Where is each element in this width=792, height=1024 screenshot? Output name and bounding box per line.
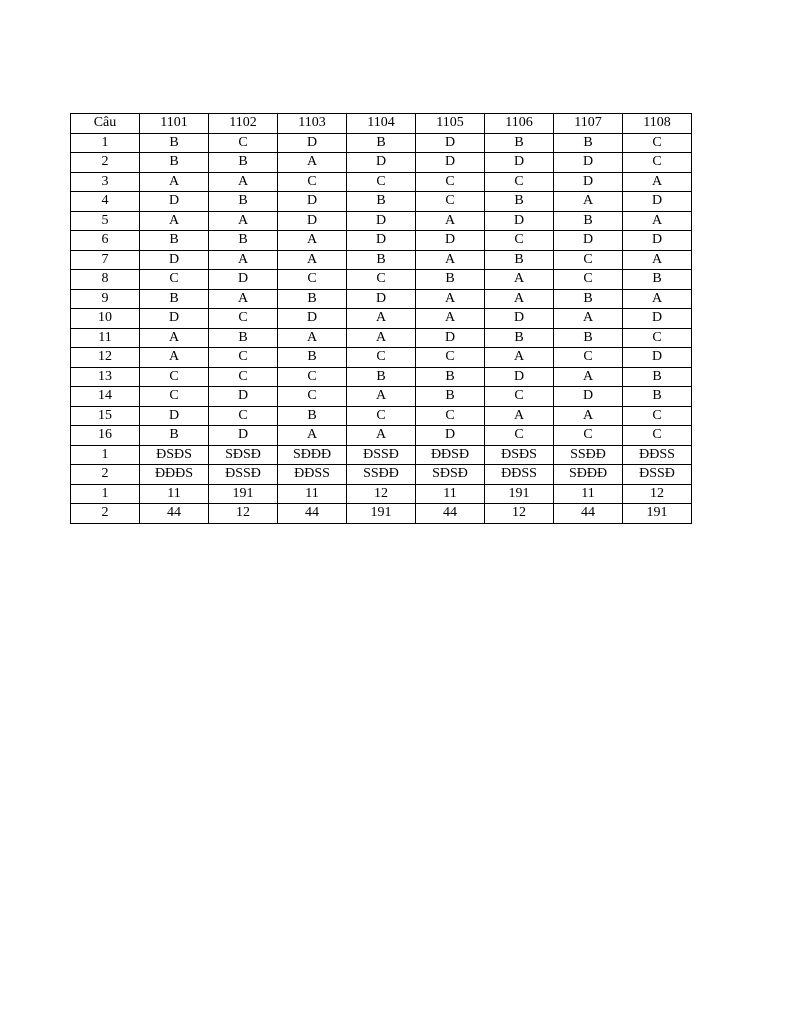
answer-cell: D [140, 309, 209, 329]
answer-cell: B [140, 426, 209, 446]
answer-cell: 44 [554, 504, 623, 524]
table-row [71, 426, 692, 446]
answer-cell: A [416, 211, 485, 231]
answer-cell: A [485, 406, 554, 426]
answer-cell: A [623, 250, 692, 270]
answer-cell: C [623, 406, 692, 426]
answer-cell: D [347, 231, 416, 251]
answer-cell: SĐĐĐ [554, 465, 623, 485]
header-cell-code: 1102 [209, 114, 278, 134]
table-row [71, 153, 692, 173]
answer-cell: B [416, 387, 485, 407]
answer-cell: C [554, 426, 623, 446]
answer-cell: B [278, 348, 347, 368]
question-number-cell: 4 [71, 192, 140, 212]
answer-cell: B [140, 133, 209, 153]
answer-cell: SĐSĐ [209, 445, 278, 465]
question-number-cell: 5 [71, 211, 140, 231]
answer-cell: B [347, 367, 416, 387]
answer-cell: D [140, 192, 209, 212]
answer-cell: B [209, 328, 278, 348]
answer-cell: B [554, 211, 623, 231]
answer-cell: C [416, 172, 485, 192]
answer-cell: A [416, 289, 485, 309]
answer-cell: B [209, 153, 278, 173]
answer-cell: SSĐĐ [347, 465, 416, 485]
table-row [71, 504, 692, 524]
answer-cell: B [209, 192, 278, 212]
answer-cell: 12 [623, 484, 692, 504]
answer-cell: ĐĐĐS [140, 465, 209, 485]
answer-cell: C [278, 172, 347, 192]
answer-cell: A [278, 328, 347, 348]
answer-cell: D [209, 270, 278, 290]
answer-cell: ĐSĐS [485, 445, 554, 465]
answer-cell: C [485, 387, 554, 407]
answer-cell: 44 [140, 504, 209, 524]
answer-cell: B [347, 133, 416, 153]
answer-cell: C [485, 426, 554, 446]
answer-cell: C [347, 406, 416, 426]
header-cell-code: 1104 [347, 114, 416, 134]
answer-cell: D [485, 153, 554, 173]
answer-cell: D [209, 387, 278, 407]
question-number-cell: 2 [71, 153, 140, 173]
question-number-cell: 6 [71, 231, 140, 251]
answer-cell: B [485, 250, 554, 270]
answer-cell: A [485, 289, 554, 309]
answer-cell: C [209, 367, 278, 387]
answer-cell: C [140, 367, 209, 387]
answer-cell: A [140, 172, 209, 192]
answer-cell: A [416, 309, 485, 329]
answer-cell: B [140, 231, 209, 251]
answer-cell: ĐĐSS [278, 465, 347, 485]
answer-cell: 12 [209, 504, 278, 524]
answer-cell: D [416, 133, 485, 153]
answer-cell: C [623, 426, 692, 446]
header-cell-code: 1103 [278, 114, 347, 134]
answer-cell: 191 [623, 504, 692, 524]
answer-cell: 191 [209, 484, 278, 504]
answer-cell: C [209, 133, 278, 153]
answer-cell: A [485, 270, 554, 290]
answer-cell: 44 [416, 504, 485, 524]
answer-cell: B [623, 367, 692, 387]
question-number-cell: 9 [71, 289, 140, 309]
question-number-cell: 12 [71, 348, 140, 368]
question-number-cell: 1 [71, 484, 140, 504]
question-number-cell: 8 [71, 270, 140, 290]
table-body [71, 133, 692, 523]
answer-cell: 11 [140, 484, 209, 504]
answer-cell: A [278, 231, 347, 251]
answer-cell: ĐSSĐ [209, 465, 278, 485]
answer-cell: C [140, 387, 209, 407]
answer-cell: D [554, 387, 623, 407]
answer-cell: D [416, 426, 485, 446]
answer-cell: A [278, 426, 347, 446]
answer-cell: D [554, 153, 623, 173]
answer-cell: A [485, 348, 554, 368]
header-cell-code: 1107 [554, 114, 623, 134]
answer-cell: ĐĐSS [623, 445, 692, 465]
answer-cell: A [278, 250, 347, 270]
answer-cell: ĐĐSĐ [416, 445, 485, 465]
answer-cell: 44 [278, 504, 347, 524]
answer-cell: D [416, 153, 485, 173]
answer-cell: B [209, 231, 278, 251]
answer-cell: D [278, 309, 347, 329]
question-number-cell: 1 [71, 133, 140, 153]
answer-cell: D [623, 231, 692, 251]
answer-cell: C [209, 309, 278, 329]
answer-cell: B [485, 133, 554, 153]
question-number-cell: 11 [71, 328, 140, 348]
answer-cell: A [347, 387, 416, 407]
answer-cell: C [623, 328, 692, 348]
answer-cell: A [140, 348, 209, 368]
table-row [71, 484, 692, 504]
answer-cell: A [623, 211, 692, 231]
answer-cell: D [209, 426, 278, 446]
answer-cell: D [485, 211, 554, 231]
answer-cell: ĐSĐS [140, 445, 209, 465]
answer-cell: C [209, 406, 278, 426]
answer-cell: C [623, 153, 692, 173]
answer-cell: D [416, 328, 485, 348]
answer-cell: D [347, 153, 416, 173]
answer-cell: A [140, 328, 209, 348]
answer-cell: ĐĐSS [485, 465, 554, 485]
answer-cell: A [554, 367, 623, 387]
answer-cell: C [347, 348, 416, 368]
answer-cell: A [209, 172, 278, 192]
answer-cell: A [347, 328, 416, 348]
answer-cell: B [140, 289, 209, 309]
answer-cell: B [554, 328, 623, 348]
answer-cell: SSĐĐ [554, 445, 623, 465]
answer-cell: B [416, 270, 485, 290]
answer-cell: D [485, 367, 554, 387]
answer-cell: C [347, 270, 416, 290]
answer-cell: C [623, 133, 692, 153]
answer-cell: D [623, 309, 692, 329]
answer-cell: B [485, 192, 554, 212]
header-cell-code: 1106 [485, 114, 554, 134]
table-row [71, 309, 692, 329]
answer-cell: B [278, 289, 347, 309]
answer-cell: B [623, 270, 692, 290]
header-cell-question: Câu [71, 114, 140, 134]
question-number-cell: 3 [71, 172, 140, 192]
answer-cell: C [278, 367, 347, 387]
answer-cell: A [416, 250, 485, 270]
answer-cell: C [416, 192, 485, 212]
header-row [71, 114, 692, 134]
answer-cell: C [554, 348, 623, 368]
table-row [71, 406, 692, 426]
answer-cell: D [278, 211, 347, 231]
answer-cell: C [485, 231, 554, 251]
answer-cell: D [554, 231, 623, 251]
answer-cell: C [140, 270, 209, 290]
question-number-cell: 16 [71, 426, 140, 446]
answer-cell: A [554, 309, 623, 329]
answer-cell: C [347, 172, 416, 192]
table-row [71, 465, 692, 485]
answer-cell: C [554, 270, 623, 290]
answer-cell: B [554, 133, 623, 153]
answer-cell: B [347, 250, 416, 270]
table-row [71, 250, 692, 270]
answer-cell: B [416, 367, 485, 387]
answer-cell: 11 [554, 484, 623, 504]
answer-cell: C [278, 387, 347, 407]
header-cell-code: 1105 [416, 114, 485, 134]
answer-cell: D [623, 192, 692, 212]
table-row [71, 289, 692, 309]
answer-cell: C [416, 406, 485, 426]
answer-cell: SĐĐĐ [278, 445, 347, 465]
answer-cell: B [140, 153, 209, 173]
table-row [71, 231, 692, 251]
answer-cell: A [623, 289, 692, 309]
answer-cell: D [140, 250, 209, 270]
answer-cell: B [278, 406, 347, 426]
answer-cell: 11 [278, 484, 347, 504]
question-number-cell: 14 [71, 387, 140, 407]
answer-cell: B [347, 192, 416, 212]
table-row [71, 328, 692, 348]
answer-cell: SĐSĐ [416, 465, 485, 485]
answer-key-table [70, 113, 692, 524]
answer-cell: D [140, 406, 209, 426]
answer-cell: A [347, 426, 416, 446]
answer-cell: 12 [485, 504, 554, 524]
answer-cell: A [623, 172, 692, 192]
table-row [71, 133, 692, 153]
answer-cell: D [554, 172, 623, 192]
answer-cell: D [485, 309, 554, 329]
answer-cell: 191 [485, 484, 554, 504]
table-row [71, 211, 692, 231]
table-row [71, 192, 692, 212]
answer-cell: 12 [347, 484, 416, 504]
answer-cell: A [347, 309, 416, 329]
table-row [71, 172, 692, 192]
question-number-cell: 2 [71, 465, 140, 485]
table-row [71, 367, 692, 387]
answer-cell: A [140, 211, 209, 231]
answer-cell: C [554, 250, 623, 270]
table-row [71, 445, 692, 465]
answer-cell: B [623, 387, 692, 407]
answer-cell: D [347, 289, 416, 309]
question-number-cell: 13 [71, 367, 140, 387]
answer-cell: A [209, 211, 278, 231]
answer-cell: A [278, 153, 347, 173]
answer-cell: ĐSSĐ [347, 445, 416, 465]
answer-cell: A [554, 192, 623, 212]
answer-cell: C [416, 348, 485, 368]
answer-cell: A [554, 406, 623, 426]
answer-cell: B [554, 289, 623, 309]
header-cell-code: 1108 [623, 114, 692, 134]
answer-cell: C [278, 270, 347, 290]
answer-cell: D [347, 211, 416, 231]
answer-cell: C [209, 348, 278, 368]
question-number-cell: 10 [71, 309, 140, 329]
answer-cell: B [485, 328, 554, 348]
header-cell-code: 1101 [140, 114, 209, 134]
answer-cell: 11 [416, 484, 485, 504]
question-number-cell: 15 [71, 406, 140, 426]
answer-cell: ĐSSĐ [623, 465, 692, 485]
table-row [71, 387, 692, 407]
question-number-cell: 7 [71, 250, 140, 270]
answer-cell: D [278, 192, 347, 212]
question-number-cell: 1 [71, 445, 140, 465]
table-row [71, 348, 692, 368]
answer-cell: D [416, 231, 485, 251]
answer-cell: A [209, 289, 278, 309]
question-number-cell: 2 [71, 504, 140, 524]
answer-cell: 191 [347, 504, 416, 524]
answer-cell: D [623, 348, 692, 368]
answer-cell: D [278, 133, 347, 153]
answer-cell: A [209, 250, 278, 270]
table-row [71, 270, 692, 290]
answer-cell: C [485, 172, 554, 192]
